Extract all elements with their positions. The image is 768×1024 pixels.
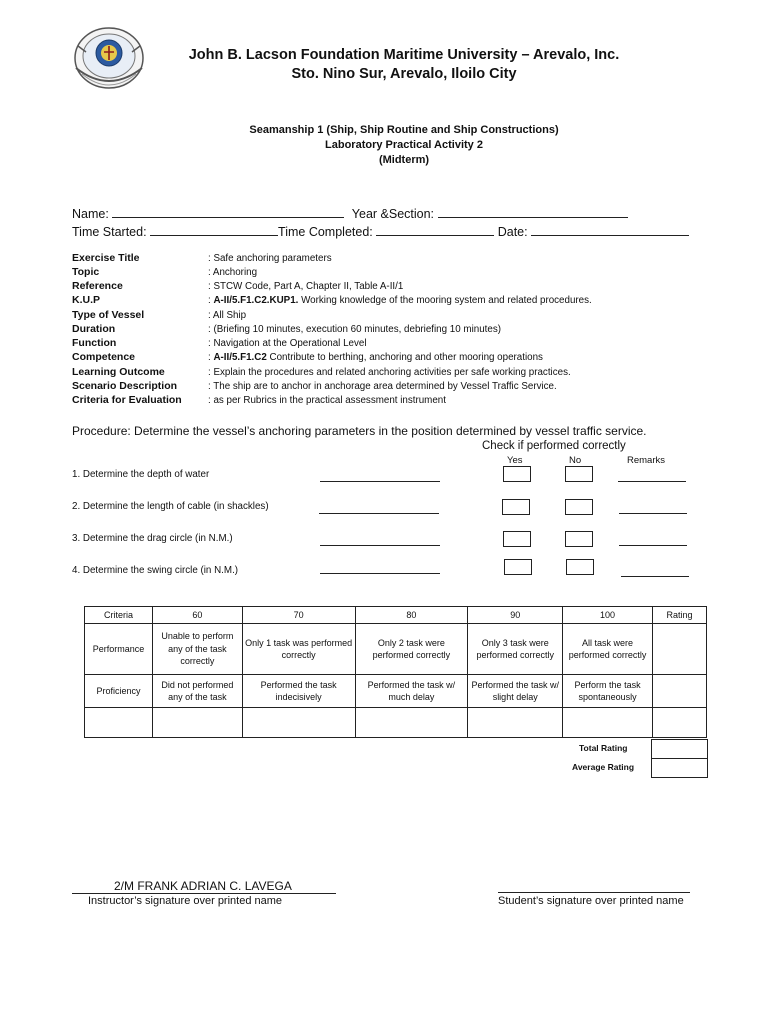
time-started-label: Time Started:	[72, 225, 147, 239]
detail-label: K.U.P	[72, 294, 101, 306]
rubric-rating-cell[interactable]	[653, 708, 707, 738]
no-checkbox[interactable]	[565, 531, 593, 547]
term-label: (Midterm)	[378, 154, 430, 166]
rubric-cell: Only 3 task were performed correctly	[468, 624, 563, 675]
rubric-criteria-cell: Performance	[85, 624, 153, 675]
student-caption: Student’s signature over printed name	[498, 895, 684, 907]
check-header: Check if performed correctly	[482, 440, 626, 452]
rubric-criteria-cell: Proficiency	[85, 675, 153, 708]
rubric-cell: Only 2 task were performed correctly	[355, 624, 468, 675]
procedure-step: 3. Determine the drag circle (in N.M.)	[72, 533, 233, 544]
yes-checkbox[interactable]	[503, 531, 531, 547]
total-rating-label: Total Rating	[579, 743, 628, 753]
name-field[interactable]	[112, 205, 344, 218]
yes-checkbox[interactable]	[503, 466, 531, 482]
detail-value: : The ship are to anchor in anchorage area determined by Vessel Traffic Service.	[208, 381, 557, 392]
detail-value: : (Briefing 10 minutes, execution 60 minutes, debriefing 10 minutes)	[208, 324, 501, 335]
rubric-cell	[563, 708, 653, 738]
rubric-row-empty	[85, 708, 707, 738]
yes-column-header: Yes	[507, 455, 523, 466]
detail-label: Scenario Description	[72, 380, 178, 392]
no-column-header: No	[569, 455, 582, 466]
detail-label: Duration	[72, 323, 116, 335]
rubric-header-cell: Criteria	[85, 607, 153, 624]
rubric-header-cell: 80	[355, 607, 468, 624]
detail-label: Type of Vessel	[72, 309, 145, 321]
procedure-step: 2. Determine the length of cable (in shackles)	[72, 501, 269, 512]
rubric-table	[84, 606, 707, 738]
name-label: Name:	[72, 207, 109, 221]
rubric-cell	[152, 708, 242, 738]
remarks-line[interactable]	[618, 481, 686, 482]
detail-label: Topic	[72, 266, 100, 278]
date-label: Date:	[497, 225, 528, 239]
remarks-line[interactable]	[621, 576, 689, 577]
university-address: Sto. Nino Sur, Arevalo, Iloilo City	[291, 66, 517, 82]
rubric-cell: Perform the task spontaneously	[563, 675, 653, 708]
no-checkbox[interactable]	[565, 499, 593, 515]
answer-line[interactable]	[320, 481, 440, 482]
no-checkbox[interactable]	[566, 559, 594, 575]
detail-label: Criteria for Evaluation	[72, 394, 182, 406]
procedure-text: Procedure: Determine the vessel’s anchoring parameters in the position determined by vessel traffic service.	[72, 424, 647, 438]
detail-value: : as per Rubrics in the practical assessment instrument	[208, 395, 446, 406]
average-rating-box[interactable]	[651, 758, 708, 778]
rubric-cell: Unable to perform any of the task correctly	[152, 624, 242, 675]
detail-value: : A-II/5.F1.C2.KUP1. Working knowledge of the mooring system and related procedures.	[208, 295, 592, 306]
instructor-name: 2/M FRANK ADRIAN C. LAVEGA	[114, 879, 292, 893]
no-checkbox[interactable]	[565, 466, 593, 482]
time-started-field[interactable]	[150, 223, 278, 236]
rubric-cell: Did not performed any of the task	[152, 675, 242, 708]
rubric-rating-cell[interactable]	[653, 624, 707, 675]
detail-value: : A-II/5.F1.C2 Contribute to berthing, anchoring and other mooring operations	[208, 352, 543, 363]
total-rating-box[interactable]	[651, 739, 708, 759]
university-name: John B. Lacson Foundation Maritime University – Arevalo, Inc.	[188, 47, 620, 63]
rubric-cell	[468, 708, 563, 738]
course-title: Seamanship 1 (Ship, Ship Routine and Ship Constructions)	[249, 124, 559, 136]
detail-label: Competence	[72, 351, 136, 363]
rubric-cell: Only 1 task was performed correctly	[242, 624, 355, 675]
answer-line[interactable]	[320, 545, 440, 546]
name-row	[72, 205, 628, 221]
yes-checkbox[interactable]	[502, 499, 530, 515]
rubric-cell	[355, 708, 468, 738]
answer-line[interactable]	[320, 573, 440, 574]
rubric-header-cell: 90	[468, 607, 563, 624]
rubric-row-performance	[85, 624, 707, 675]
answer-line[interactable]	[319, 513, 439, 514]
instructor-signature-line	[72, 893, 336, 894]
detail-value: : STCW Code, Part A, Chapter II, Table A-II/1	[208, 281, 404, 292]
detail-value: : Explain the procedures and related anchoring activities per safe working practices.	[208, 367, 571, 378]
detail-value: : Navigation at the Operational Level	[208, 338, 367, 349]
year-section-label: Year &Section:	[351, 207, 435, 221]
remarks-line[interactable]	[619, 545, 687, 546]
detail-label: Function	[72, 337, 117, 349]
date-field[interactable]	[531, 223, 689, 236]
rubric-header-row	[85, 607, 707, 624]
rubric-cell: Performed the task w/ slight delay	[468, 675, 563, 708]
average-rating-label: Average Rating	[572, 762, 635, 772]
activity-title: Laboratory Practical Activity 2	[325, 139, 483, 151]
remarks-line[interactable]	[619, 513, 687, 514]
time-completed-label: Time Completed:	[278, 225, 373, 239]
rubric-cell: Performed the task w/ much delay	[355, 675, 468, 708]
instructor-caption: Instructor’s signature over printed name	[88, 895, 283, 907]
rubric-cell: Performed the task indecisively	[242, 675, 355, 708]
rubric-header-cell: 70	[242, 607, 355, 624]
year-section-field[interactable]	[438, 205, 628, 218]
procedure-step: 1. Determine the depth of water	[72, 469, 210, 480]
rubric-row-proficiency	[85, 675, 707, 708]
detail-label: Learning Outcome	[72, 366, 165, 378]
rubric-rating-cell[interactable]	[653, 675, 707, 708]
detail-value: : All Ship	[208, 310, 247, 321]
procedure-step: 4. Determine the swing circle (in N.M.)	[72, 565, 239, 576]
yes-checkbox[interactable]	[504, 559, 532, 575]
detail-value: : Anchoring	[208, 267, 258, 278]
detail-value: : Safe anchoring parameters	[208, 253, 332, 264]
detail-label: Reference	[72, 280, 123, 292]
rubric-cell	[242, 708, 355, 738]
rubric-cell	[85, 708, 153, 738]
rubric-header-cell: Rating	[653, 607, 707, 624]
rubric-cell: All task were performed correctly	[563, 624, 653, 675]
time-completed-field[interactable]	[376, 223, 494, 236]
rubric-header-cell: 100	[563, 607, 653, 624]
student-signature-line[interactable]	[498, 892, 690, 893]
remarks-column-header: Remarks	[627, 455, 666, 466]
time-row	[72, 223, 689, 239]
detail-label: Exercise Title	[72, 252, 140, 264]
rubric-header-cell: 60	[152, 607, 242, 624]
